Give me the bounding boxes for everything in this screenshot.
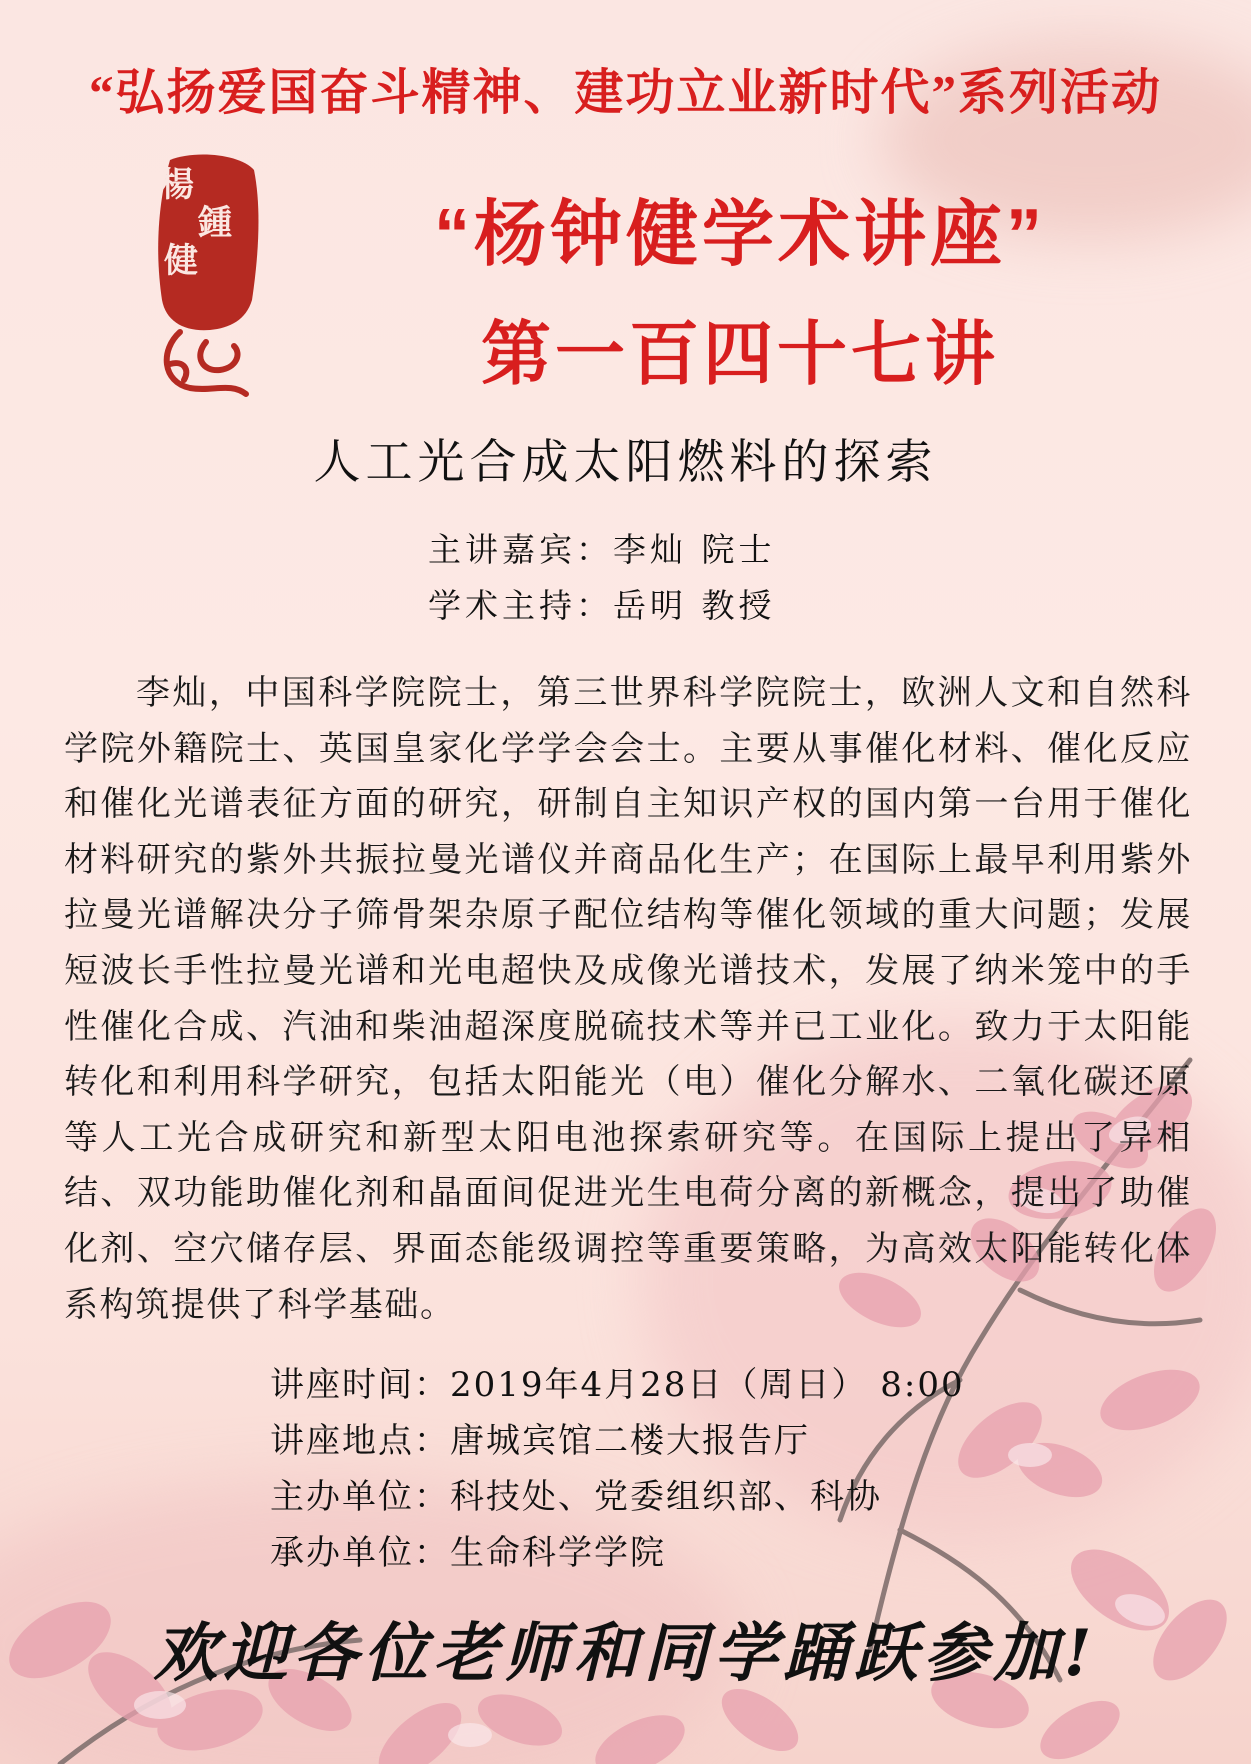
organizer: 主办单位：科技处、党委组织部、科协 [270,1477,882,1517]
lecture-title: “杨钟健学术讲座” [433,195,1046,275]
lecture-number: 第一百四十七讲 [481,315,999,393]
host-line: 学术主持：岳明 教授 [428,586,776,625]
seal-char-3: 健 [164,241,198,281]
talk-topic: 人工光合成太阳燃料的探索 [313,435,938,490]
seal-char-2: 鍾 [198,203,232,243]
series-title: “弘扬爱国奋斗精神、建功立业新时代”系列活动 [88,65,1162,120]
seal-char-1: 楊 [160,165,194,205]
speaker-line: 主讲嘉宾：李灿 院士 [428,530,776,569]
speaker-info [428,522,776,634]
welcome-message: 欢迎各位老师和同学踊跃参加! [153,1616,1098,1691]
event-details [270,1357,965,1581]
lecture-place: 讲座地点：唐城宾馆二楼大报告厅 [270,1421,810,1461]
lecture-time: 讲座时间：2019年4月28日（周日） 8:00 [270,1365,965,1405]
seal-logo [150,150,262,400]
speaker-biography: 李灿，中国科学院院士，第三世界科学院院士，欧洲人文和自然科学院外籍院士、英国皇家化学学会会士。主要从事催化材料、催化反应和催化光谱表征方面的研究，研制自主知识产权的国内第一台用于催化材料研究的紫外共振拉曼光谱仪并商品化生产；在国际上最早利用紫外拉曼光谱解决分子筛骨架杂原子配位结构等催化领域的重大问题；发展短波长手性拉曼光谱和光电超快及成像光谱技术，发展了纳米笼中的手性催化合成、汽油和柴油超深度脱硫技术等并已工业化。致力于太阳能转化和利用科学研究，包括太阳能光（电）催化分解水、二氧化碳还原等人工光合成研究和新型太阳电池探索研究等。在国际上提出了异相结、双功能助催化剂和晶面间促进光生电荷分离的新概念，提出了助催化剂、空穴储存层、界面态能级调控等重要策略，为高效太阳能转化体系构筑提供了科学基础。 [64,673,1192,1325]
undertaker: 承办单位：生命科学学院 [270,1533,666,1573]
